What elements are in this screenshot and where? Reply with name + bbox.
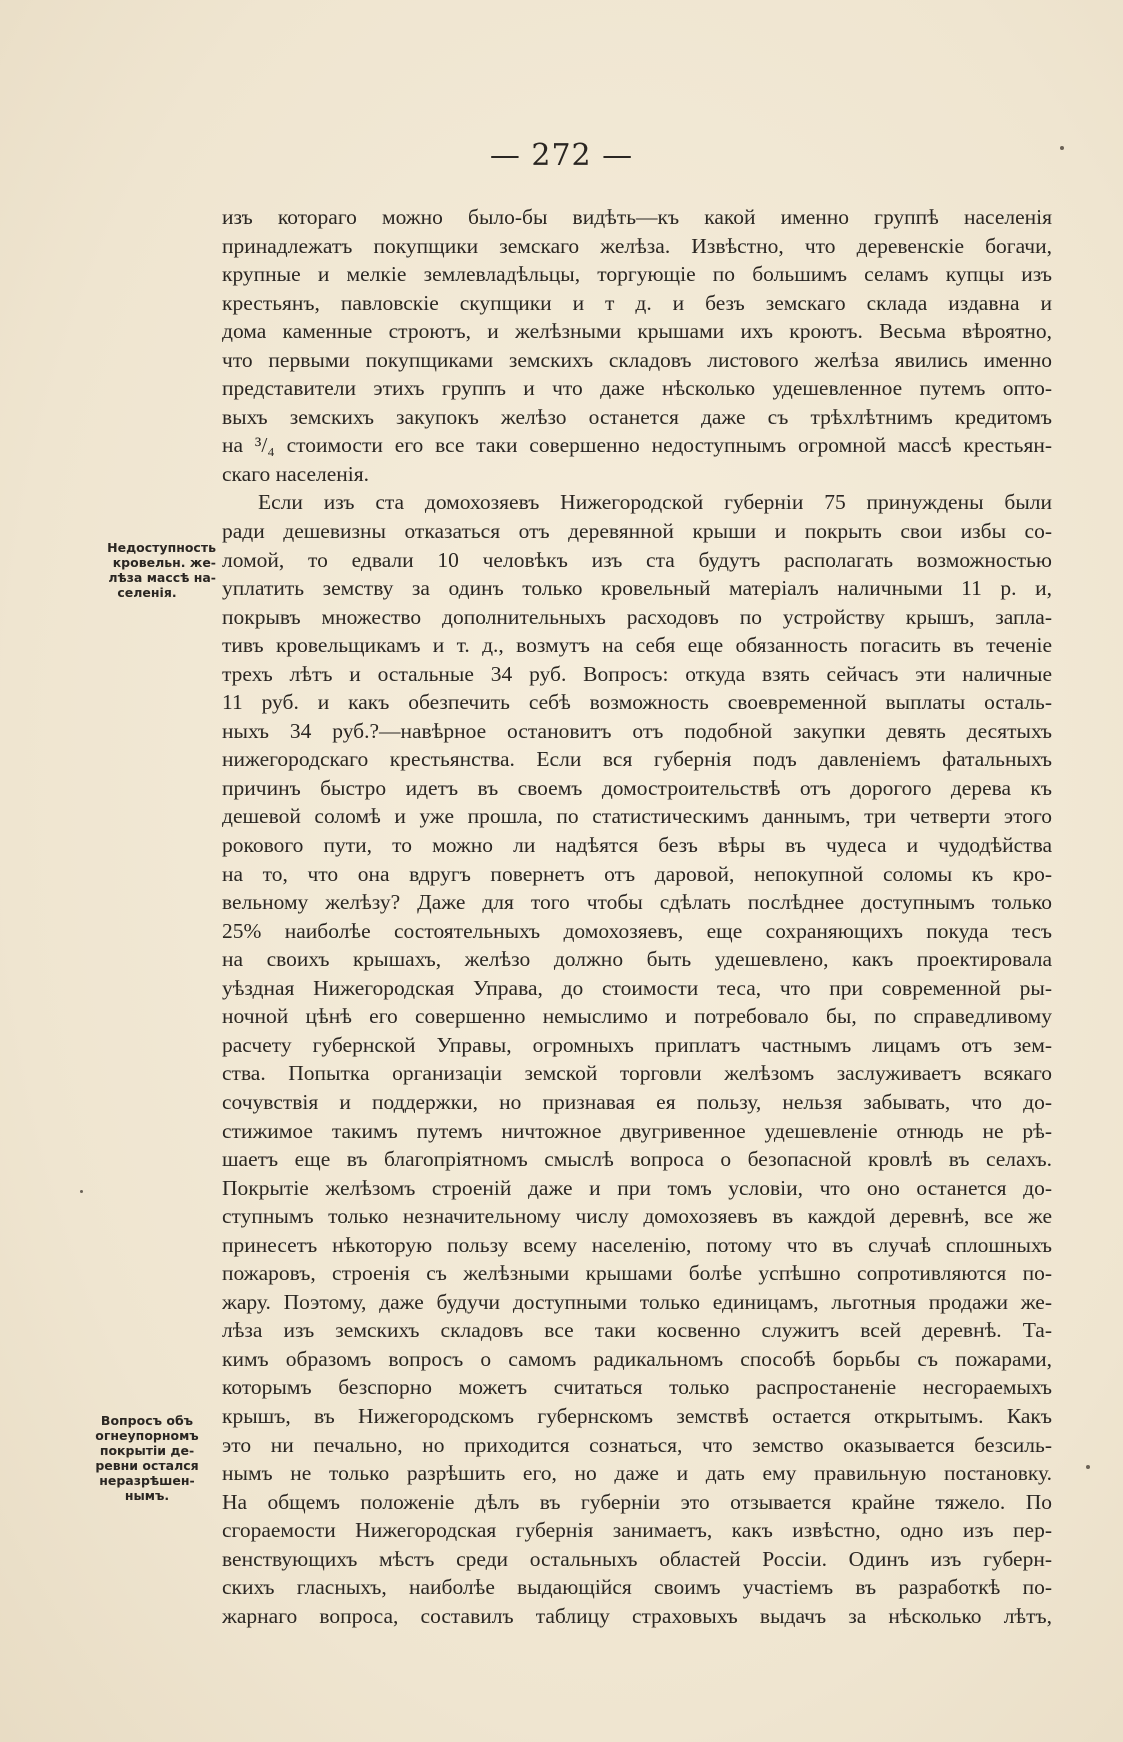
text-line: на ³/₄ стоимости его все таки совершенно недоступнымъ огромной массѣ крестьян- [222, 433, 1052, 458]
text-line: принесетъ нѣкоторую пользу всему населенію, потому что въ случаѣ сплошныхъ [222, 1232, 1052, 1257]
text-line: жару. Поэтому, даже будучи доступными только единицамъ, льготныя продажи же- [222, 1289, 1052, 1314]
margin-note-line: селенія. [117, 585, 177, 600]
text-line: причинъ быстро идетъ въ своемъ домостроительствѣ отъ дорогого дерева къ [222, 775, 1052, 800]
margin-note-line: кровельн. же- [112, 555, 216, 570]
margin-note-line: покрытіи де- [99, 1443, 195, 1458]
text-line: Покрытіе желѣзомъ строеній даже и при томъ условіи, что оно останется до- [222, 1175, 1052, 1200]
text-line: нижегородскаго крестьянства. Если вся губернія подъ давленіемъ фатальныхъ [222, 747, 1052, 772]
text-line: стижимое такимъ путемъ ничтожное двугривенное удешевленіе отнюдь не рѣ- [222, 1118, 1052, 1143]
text-line: сочувствія и поддержки, но признавая ея пользу, нельзя забывать, что до- [222, 1089, 1052, 1114]
text-line: ломой, то едвали 10 человѣкъ изъ ста будутъ располагать возможностью [222, 547, 1052, 572]
text-line: принадлежатъ покупщики земскаго желѣза. Извѣстно, что деревенскіе богачи, [222, 233, 1052, 258]
body-text [222, 203, 1052, 1630]
text-line: кимъ образомъ вопросъ о самомъ радикальномъ способѣ борьбы съ пожарами, [222, 1346, 1052, 1371]
text-line: выхъ земскихъ закупокъ желѣзо останется даже съ трѣхлѣтнимъ кредитомъ [222, 404, 1052, 429]
text-line: на то, что она вдругъ повернетъ отъ даровой, непокупной соломы къ кро- [222, 861, 1052, 886]
text-line: На общемъ положеніе дѣлъ въ губерніи это отзывается крайне тяжело. По [222, 1489, 1052, 1514]
text-line: Если изъ ста домохозяевъ Нижегородской губерніи 75 принуждены были [258, 490, 1052, 515]
margin-note-line: неразрѣшен- [99, 1473, 195, 1488]
text-line: ступнымъ только незначительному числу домохозяевъ въ каждой деревнѣ, все же [222, 1204, 1052, 1229]
text-line: крупные и мелкіе землевладѣльцы, торгующіе по большимъ селамъ купцы изъ [222, 262, 1052, 287]
text-line: дома каменные строютъ, и желѣзными крышами ихъ кроютъ. Весьма вѣроятно, [222, 319, 1052, 344]
text-line: скихъ гласныхъ, наиболѣе выдающійся своимъ участіемъ въ разработкѣ по- [222, 1575, 1052, 1600]
text-line: представители этихъ группъ и что даже нѣсколько удешевленное путемъ опто- [222, 376, 1052, 401]
margin-note-line: нымъ. [124, 1488, 170, 1503]
text-line: нымъ не только разрѣшить его, но даже и дать ему правильную постановку. [222, 1461, 1052, 1486]
text-line: лѣза изъ земскихъ складовъ все таки косвенно служитъ всей деревнѣ. Та- [222, 1318, 1052, 1343]
text-line: вельному желѣзу? Даже для того чтобы сдѣлать послѣднее доступнымъ только [222, 890, 1052, 915]
text-line: крестьянъ, павловскіе скупщики и т д. и безъ земскаго склада издавна и [222, 290, 1052, 315]
text-line: покрывъ множество дополнительныхъ расходовъ по устройству крышъ, запла- [222, 604, 1052, 629]
text-line: сгораемости Нижегородская губернія занимаетъ, какъ извѣстно, одно изъ пер- [222, 1518, 1052, 1543]
text-line: скаго населенія. [222, 461, 370, 486]
margin-note-fireproof-roofing [78, 1413, 216, 1503]
margin-note-line: лѣза массѣ на- [108, 570, 216, 585]
print-speck [1060, 146, 1064, 150]
text-line: на своихъ крышахъ, желѣзо должно быть удешевлено, какъ проектировала [222, 947, 1052, 972]
text-line: что первыми покупщиками земскихъ складовъ листового желѣза явились именно [222, 347, 1052, 372]
text-line: пожаровъ, строенія съ желѣзными крышами болѣе успѣшно сопротивляются по- [222, 1261, 1052, 1286]
text-line: расчету губернской Управы, огромныхъ приплатъ частнымъ лицамъ отъ зем- [222, 1032, 1052, 1057]
text-line: изъ котораго можно было-бы видѣть—къ какой именно группѣ населенія [222, 205, 1052, 229]
margin-note-line: Недоступность [107, 540, 216, 555]
margin-note-line: огнеупорномъ [95, 1428, 199, 1443]
text-line: это ни печально, но приходится сознаться, что земство оказывается безсиль- [222, 1432, 1052, 1457]
text-line: венствующихъ мѣстъ среди остальныхъ областей Россіи. Одинъ изъ губерн- [222, 1546, 1052, 1571]
text-line: крышъ, въ Нижегородскомъ губернскомъ земствѣ остается открытымъ. Какъ [222, 1403, 1052, 1428]
page-number: — 272 — [489, 138, 634, 173]
text-line: рокового пути, то можно ли надѣятся безъ вѣры въ чудеса и чудодѣйства [222, 833, 1052, 858]
margin-note-line: Вопросъ объ [100, 1413, 194, 1428]
text-line: тивъ кровельщикамъ и т. д., возмутъ на себя еще обязанность погасить въ теченіе [222, 633, 1052, 658]
text-line: уѣздная Нижегородская Управа, до стоимости теса, что при современной ры- [222, 975, 1052, 1000]
text-line: ства. Попытка организаціи земской торговли желѣзомъ заслуживаетъ всякаго [222, 1061, 1052, 1086]
print-speck [1086, 1465, 1090, 1469]
text-line: которымъ безспорно можетъ считаться только распростаненіе несгораемыхъ [222, 1375, 1052, 1400]
margin-note-roof-iron [78, 540, 216, 600]
text-line: шаетъ еще въ благопріятномъ смыслѣ вопроса о безопасной кровлѣ въ селахъ. [222, 1147, 1052, 1172]
text-line: 11 руб. и какъ обезпечить себѣ возможность своевременной выплаты осталь- [222, 690, 1052, 715]
print-speck [80, 1190, 83, 1193]
text-line: ныхъ 34 руб.?—навѣрное остановитъ отъ подобной закупки девять десятыхъ [222, 718, 1052, 743]
text-line: 25% наиболѣе состоятельныхъ домохозяевъ, еще сохраняющихъ покуда тесъ [222, 918, 1052, 943]
text-line: трехъ лѣтъ и остальные 34 руб. Вопросъ: откуда взять сейчасъ эти наличные [222, 661, 1052, 686]
text-line: ночной цѣнѣ его совершенно немыслимо и потребовало бы, по справедливому [222, 1004, 1052, 1029]
text-line: ради дешевизны отказаться отъ деревянной крыши и покрыть свои избы со- [222, 519, 1052, 544]
text-line: уплатить земству за одинъ только кровельный матеріалъ наличными 11 р. и, [222, 576, 1052, 601]
text-line: жарнаго вопроса, составилъ таблицу страховыхъ выдачъ за нѣсколько лѣтъ, [222, 1603, 1052, 1628]
text-line: дешевой соломѣ и уже прошла, по статистическимъ даннымъ, три четверти этого [222, 804, 1052, 829]
margin-note-line: ревни остался [95, 1458, 199, 1473]
